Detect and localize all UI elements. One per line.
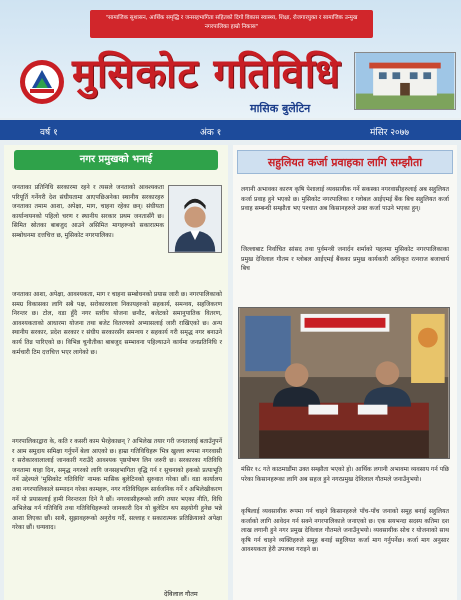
loan-agreement-para-1: लगानी अभावका कारण कृषि पेशालाई व्यवसायीक गर्ने सकस्का नगरवासीहरुलाई अब सहुलियत कर्जा प्रवाह हुने भएको छ। मुसिकोट नगरपालिका र ग्लोबल आईएमई बैंक बिच सहुलियत कर्जा प्रवाह सम्बन्धी सम्झौता भए पश्चात अब किसानहरुले उक्त कर्जा पाउने भएका हुन्। [241, 186, 449, 213]
issue-year: वर्ष १ [40, 128, 58, 138]
mayor-message-column [4, 145, 228, 600]
loan-agreement-para-2: जिल्लाबाट निर्वाचित सांसद तथा पुर्वमन्त्री जनार्दन शर्माको पहलमा मुसिकोट नगरपालिकाका प्रमुख देविलाल गौतम र ग्लोबल आईएमई बैंकका प्रमुख कार्यकारी अधिकृत रत्नराज बजाचार्य बिच [241, 246, 449, 273]
mayor-message-para-2: जनताका आशा, अपेक्षा, आवश्यकता, माग र चाहना सम्बोधनको प्रयास जारी छ। नगरपालिकाको समग्र विकासका लागि सबै पक्ष, सरोकारवाला निकायहरुको सहकार्य, समन्वय, सहजिकरण निरन्तर छ। टोल, वडा हुँदै नगर स्तरीय योजना छनौट, बजेटको समानुपातिक वितरण, आवश्यकताको आधारमा योजना तथा बजेट वितरणको अभ्यासलाई जारी राखिएको छ। अन्य स्थानीय सरकार, प्रदेश सरकार र संघीय सरकारसँग समन्वय र सहकार्य गरी समृद्ध नगर बनाउने कार्य तिव्र पारिएको छ। विभिन्न चुनौतीका बाबजुद सम्भावना पहिल्याउने कार्यमा जनप्रतिनिधि र कर्मचारी टिम दत्तचित्त भएर लागेको छ। [12, 291, 222, 356]
agreement-signing-photo [238, 307, 450, 459]
tagline-banner: "सामाजिक सुशासन, आर्थिक समृद्धि र जनसहभागिता सहितको दिगो विकास स्वास्थ्य, शिक्षा, रोजगारयुक्त र सामाजिक उन्मुख नगरपालिका हाम्रो निकास" [90, 10, 373, 38]
mayor-message-para-1: जनताका प्रतिनिधि सरकारमा रहने र त्यसले जनताको आवश्यकता परिपूर्ति गर्नेगरी देश संघीयतामा आएपछिअनेका स्थानीय सरकारहरु जनताका तमाम आशा, अपेक्षा, माग, चाहना रहेका छन्। संघीयता कार्यान्वयनको पहिलो चरण र स्थानीय सरकार प्रथम जनतासँगै छ। सिमित स्रोतका बाबजुद आउने असिमित मागहरूको सकारात्मक सम्बोधनमा दत्तचित्त छ, मुसिकोट नगरपालिका। [12, 184, 164, 239]
agreement-photo-caption: मंसिर १८ गते काठमाडौंमा उक्त सम्झौता भएको हो। आर्थिक लगानी अभावमा व्यवसाय गर्न पछि परेका किसानहरूका लागि अब सहज हुने नगरप्रमुख देविलाल गौतमले जनाउँनुभयो। [241, 466, 449, 483]
issue-month: मंसिर २०७७ [370, 128, 410, 138]
office-building-photo [354, 52, 456, 110]
masthead [0, 0, 461, 118]
mayor-message-heading: नगर प्रमुखको भनाई [14, 150, 218, 170]
bulletin-subtitle: मासिक बुलेटिन [250, 102, 311, 115]
bulletin-title: मुसिकोट गतिविधि [72, 51, 341, 97]
mayor-portrait [168, 185, 222, 253]
loan-agreement-heading: सहुलियत कर्जा प्रवाहका लागि सम्झौता [237, 150, 453, 174]
issue-info-bar [0, 120, 461, 140]
mayor-signature: देविलाल गौतम [164, 590, 198, 598]
loan-agreement-column [233, 145, 457, 600]
loan-agreement-para-3: कृषिलाई व्यवसायीक रूपमा गर्न चाहने किसानहरुले पाँच-पाँच जनाको समूह बनाई सहुलियत कर्जाको लागि आवेदन गर्न सक्ने नगरपालिकाले जनाएको छ। एक सयभन्दा सदस्य कतिमा दश लाख लगानी हुने नगर प्रमुख देविलाल गौतमले जनाउँनुभयो। व्यवसायीक सोच र योजनाको साथ कृषि गर्न चाहने व्यक्तिहरुले समूह बनाई सहुलियत कर्जा माग गर्नुपर्नेछ। कर्जा माग अनुसार आवश्यकता हेरी उपलब्ध गराइने छ। [241, 508, 449, 554]
mayor-message-para-3: नगरपालिकाद्वारा के, कति र कसरी काम भैरहेकाछन् ? अभिलेख तयार गरी जनतालाई बताउँनुपर्ने र आम समुदाय समिक्षा गर्नुपर्ने बेला आएको छ। हाम्रा गतिविधिहरू भित्र खुल्ला रूपमा नगरवासी र सरोकारवालालाई जानकारी गराउँदै आवश्यक पृष्ठपोषण लिन जरुरी छ। सरकारका गतिविधि जनतामा थाहा दिन, समृद्ध नगरको लागि जनसहभागिता वृद्धि गर्न र सुचनाको हकको प्रत्याभूति गर्ने उद्देश्यले 'मुसिकोट गतिविधि' नामक मासिक बुलेटिनको सुरुवात गरेका छौं। वडा कार्यालय तथा नगरपालिकाले सम्पादन गरेका कामहरू, नगर गतिविधिहरू सार्वजनिक गर्ने र अभिलेखीकरण गर्ने यो प्रयासलाई हामी निरन्तरता दिने नै छौं। नगरवासीहरूको लागि तयार भएका नीति, विधि अभिलेख गर्न गतिविधि तथा गतिविधिहरूको जानकारी दिन यो बुलेटिन थप सहयोगी हुनेछ भन्ने आशा लिएका छौं। साथै, सुझावहरूको अनुरोध गर्दै, सल्लाह र सकारात्मक प्रतिक्रियाको अपेक्षा गरेका छौं। धन्यवाद। [12, 438, 222, 532]
issue-number: अंक १ [200, 128, 222, 138]
nepal-emblem-icon [18, 58, 66, 106]
